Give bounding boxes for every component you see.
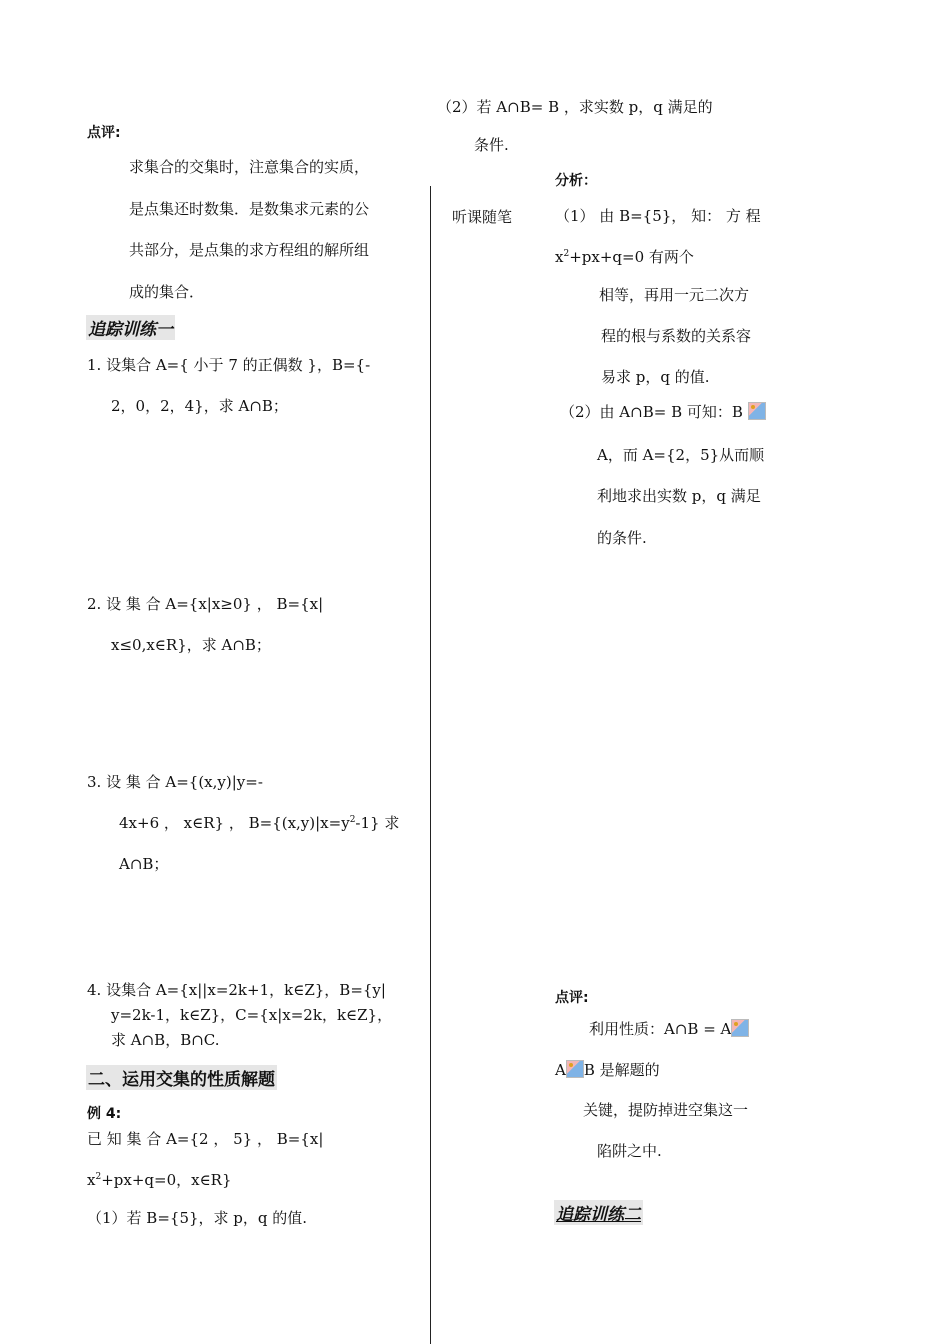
analysis-1-line-4: 程的根与系数的关系容 — [601, 327, 752, 345]
training2-title: 追踪训练二 — [554, 1200, 643, 1225]
example-4-part-1: （1）若 B={5}，求 p，q 的值. — [87, 1209, 308, 1227]
question-3-line-2: 4x+6 ， x∈R} ， $B=\{(x,y)|x=y^2-1\}$ 求 — [119, 814, 400, 832]
question-2-line-2: x≤0,x∈R}，求 A∩B； — [111, 636, 271, 654]
analysis-2-line-4: 的条件. — [597, 529, 647, 547]
margin-note: 听课随笔 — [452, 208, 513, 226]
question-4-line-1: 4. 设集合 A={x||x=2k+1，k∈Z}，B={y| — [87, 981, 386, 999]
review1-line-3: 共部分，是点集的求方程组的解所组 — [129, 241, 370, 259]
review2-label: 点评: — [555, 990, 589, 1006]
review2-line-1: 利用性质：A∩B = A — [589, 1018, 749, 1039]
question-3-line-1: 3. 设 集 合 A={(x,y)|y=- — [87, 773, 263, 791]
analysis-label: 分析： — [555, 173, 597, 189]
review2-line-4: 陷阱之中. — [597, 1142, 662, 1160]
column-divider — [430, 186, 431, 1344]
review1-line-4: 成的集合． — [129, 283, 205, 301]
section2-title: 二、运用交集的性质解题 — [86, 1065, 277, 1090]
example-4-line-2: $x^2+px+q=0$，x∈R} — [87, 1171, 232, 1189]
analysis-1-line-5: 易求 p，q 的值. — [601, 368, 710, 386]
review1-line-2: 是点集还时数集．是数集求元素的公 — [129, 200, 370, 218]
review1-label: 点评: — [87, 125, 121, 141]
analysis-2-line-1: （2）由 A∩B= B 可知：B — [560, 401, 766, 422]
question-4-line-2: y=2k-1，k∈Z}，C={x|x=2k，k∈Z}， — [111, 1006, 393, 1024]
subset-image-icon — [566, 1060, 584, 1078]
review2-line-3: 关键，提防掉进空集这一 — [583, 1101, 749, 1119]
analysis-1-line-2: $x^2+px+q=0$ 有两个 — [555, 248, 694, 266]
subset-image-icon — [731, 1019, 749, 1037]
question-2-line-1: 2. 设 集 合 A={x|x≥0} ， B={x| — [87, 595, 324, 613]
review2-line-2: A B 是解题的 — [555, 1061, 660, 1079]
analysis-2-line-3: 利地求出实数 p，q 满足 — [597, 487, 761, 505]
subset-image-icon — [748, 402, 766, 420]
analysis-2-line-2: A，而 A={2，5}从而顺 — [597, 446, 765, 464]
question-1-line-2: 2，0，2，4}，求 A∩B； — [111, 397, 288, 415]
question-1-line-1: 1. 设集合 A={ 小于 7 的正偶数 }，B={- — [87, 356, 371, 374]
example-4-line-1: 已 知 集 合 A={2 ， 5} ， B={x| — [87, 1130, 324, 1148]
training1-title: 追踪训练一 — [86, 315, 175, 340]
question-4-line-3: 求 A∩B，B∩C. — [111, 1031, 220, 1049]
analysis-1-line-3: 相等，再用一元二次方 — [599, 286, 750, 304]
part2-line-1: （2）若 A∩B= B ，求实数 p，q 满足的 — [437, 98, 713, 116]
question-3-line-3: A∩B； — [119, 855, 169, 873]
analysis-1-line-1: （1） 由 B={5}， 知： 方 程 — [555, 207, 761, 225]
part2-line-2: 条件. — [474, 136, 509, 154]
example-4-label: 例 4: — [87, 1106, 122, 1122]
review1-line-1: 求集合的交集时，注意集合的实质， — [129, 158, 370, 176]
